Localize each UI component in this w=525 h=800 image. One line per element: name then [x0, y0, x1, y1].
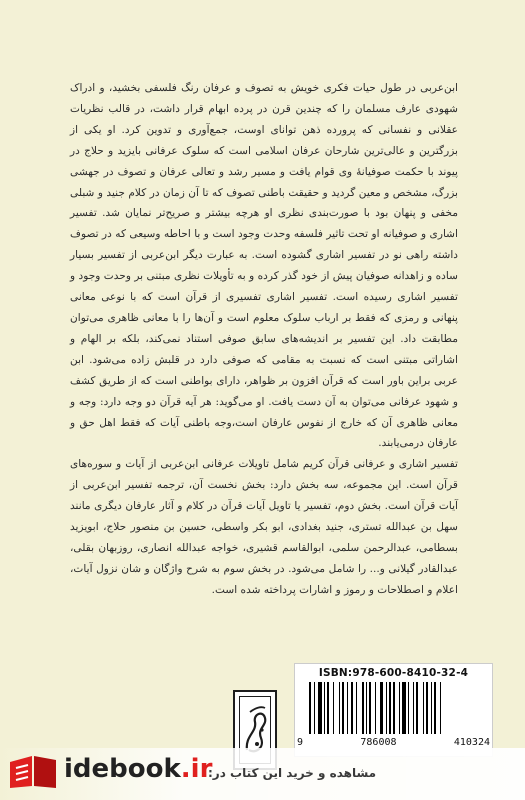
barcode-digit-group: 9 [297, 737, 304, 748]
barcode-bar [426, 682, 428, 734]
barcode-bar [399, 682, 400, 734]
isbn-label: ISBN:978-600-8410-32-4 [318, 667, 469, 679]
barcode-bar [347, 682, 348, 734]
barcode-bar [413, 682, 414, 734]
barcode-bar [393, 682, 395, 734]
barcode-bar [431, 682, 432, 734]
barcode-bar [351, 682, 353, 734]
barcode-bar [342, 682, 344, 734]
barcode-bar [314, 682, 315, 734]
idebook-tld: .ir [180, 754, 213, 784]
barcode-bar [356, 682, 357, 734]
barcode-bar [402, 682, 406, 734]
description-paragraph-1: ابن‌عربی در طول حیات فکری خویش به تصوف و عرفان رنگ فلسفی بخشید، و ادراک شهودی عارف مسلمان را که چندین قرن در پرده ابهام قرار داشت، در قالب نظریات عقلانی و نفسانی که پرورده ذهن توانای اوست، جمع‌آوری و تدوین کرد. او یکی از بزرگترین و عالی‌ترین شارحان عرفان اسلامی است که سلوک عرفانی بایزید و حلاج در پیوند با حکمت صوفیانهٔ وی قوام یافت و مسیر رشد و تعالی عرفان و تصوف در جهشی بزرگ، مشخص و معین گردید و حقیقت باطنی تصوف که تا آن زمان در کلام جنید و شبلی مخفی و پنهان بود با صورت‌بندی نظری او هرچه بیشتر و صریح‌تر نمایان شد. تفسیر اشاری و صوفیانه او تحت تاثیر فلسفه وحدت وجود است و با احاطه وسیعی که در تصوف داشته راهی نو در تفسیر اشاری گشوده است. به عبارت دیگر ابن‌عربی از تفسیر بسیار ساده و زاهدانه صوفیان پیش از خود گذر کرده و به تأویلات نظری مبتنی بر وحدت وجود و تفسیر اشاری رسیده است. تفسیر اشاری تفسیری از قرآن است که با نوعی معانی پنهانی و رمزی که فقط بر ارباب سلوک معلوم است و آن‌ها را با معانی ظاهری می‌توان مطابقت داد. این تفسیر بر اندیشه‌های سابق صوفی استناد نمی‌کند، بلکه بر الهام و اشاراتی مبتنی است که نسبت به مقامی که صوفی دارد در قلبش زاده می‌شود. ابن عربی براین باور است که قرآن افزون بر ظواهر، دارای بواطنی است که از طریق کشف و شهود عرفانی می‌توان به آن دست یافت. او می‌گوید: هر آیه قرآن دو وجه دارد: وجه و معانی ظاهری آن که خارج از نفوس عارفان است،وجه باطنی آیات که فقط اهل حق و عارفان درمی‌یابند. [70, 82, 458, 450]
barcode-bar [416, 682, 418, 734]
barcode-bar [318, 682, 322, 734]
barcode-bar [440, 682, 441, 734]
watermark-caption: مشاهده و خرید این کتاب در: [208, 766, 377, 780]
barcode-digits [297, 737, 490, 748]
barcode-bar [375, 682, 376, 734]
barcode-bar [362, 682, 364, 734]
barcode-bars [309, 682, 484, 734]
barcode-bar [324, 682, 325, 734]
barcode-bar [408, 682, 409, 734]
description-text [70, 78, 458, 601]
barcode-bar [309, 682, 311, 734]
barcode-digit-group: 786008 [360, 737, 397, 748]
barcode-bar [366, 682, 367, 734]
barcode-bar [339, 682, 340, 734]
barcode-bar [369, 682, 371, 734]
barcode-digit-group: 410324 [453, 737, 490, 748]
idebook-watermark [0, 748, 525, 800]
idebook-logo-text [64, 754, 212, 784]
barcode-bar [386, 682, 387, 734]
idebook-brand: idebook [64, 754, 181, 784]
barcode [294, 663, 493, 757]
barcode-bar [333, 682, 334, 734]
barcode-bar [327, 682, 329, 734]
barcode-bar [434, 682, 436, 734]
barcode-bar [389, 682, 391, 734]
barcode-bar [423, 682, 424, 734]
book-icon [8, 754, 58, 790]
barcode-bar [380, 682, 384, 734]
description-paragraph-2: تفسیر اشاری و عرفانی قرآن کریم شامل تاویلات عرفانی ابن‌عربی از آیات و سوره‌های قرآن است. این مجموعه، سه بخش دارد: بخش نخست آن، ترجمه تفسیر ابن‌عربی از آیات قرآن است. بخش دوم، تفسیر یا تاویل آیات قرآن در کلام و آثار عارفان دیگری مانند سهل بن عبدالله تستری، جنید بغدادی، ابو بکر واسطی، حسین بن منصور حلاج، ابویزید بسطامی، عبدالرحمن سلمی، ابوالقاسم قشیری، خواجه عبدالله انصاری، روزبهان بقلی، عبدالقادر گیلانی و... را شامل می‌شود. در بخش سوم به شرح واژگان و شان نزول آیات، اعلام و اصطلاحات و رموز و اشارات پرداخته شده است. [70, 458, 458, 596]
